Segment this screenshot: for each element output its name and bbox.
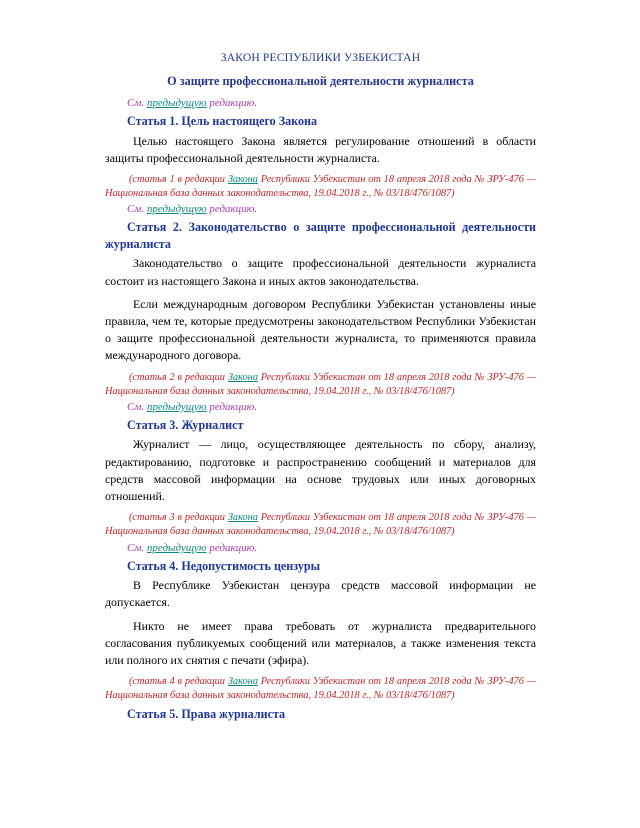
note-lead-4: (статья 4 в редакции [129, 676, 228, 688]
document-subtitle: О защите профессиональной деятельности журналиста [167, 74, 474, 88]
see-previous-edition-link-3[interactable] [105, 541, 536, 556]
note-lead-2: (статья 2 в редакции [129, 371, 228, 383]
article-heading-4: Статья 4. Недопустимость цензуры [127, 558, 321, 573]
see-prefix-2: См. [127, 400, 147, 413]
article-heading-2: Статья 2. Законодательство о защите профессиональной деятельности журналиста [105, 220, 536, 251]
see-previous-edition-link[interactable] [105, 96, 536, 111]
article-heading-5: Статья 5. Права журналиста [127, 706, 286, 721]
see-prefix-3: См. [127, 541, 147, 554]
note-tail-2: Республики Узбекистан от 18 апреля 2018 года № ЗРУ-476 — Национальная база данных законодательства, 19.04.2018 г., № 03/18/476/1087) [105, 371, 536, 397]
see-previous-edition-link-2[interactable] [105, 400, 536, 415]
article-1-paragraph-1: Целью настоящего Закона является регулирование отношений в области защиты профессиональной деятельности журналиста. [105, 133, 536, 165]
see-suffix-1: редакцию. [206, 203, 258, 216]
previous-edition-link[interactable]: предыдущую [146, 97, 207, 109]
previous-edition-link-2[interactable]: предыдущую [146, 400, 207, 413]
article-4-paragraph-1: В Республике Узбекистан цензура средств массовой информации не допускается. [105, 578, 536, 610]
law-link-2[interactable]: Закона [227, 371, 258, 383]
page-title: ЗАКОН РЕСПУБЛИКИ УЗБЕКИСТАН [220, 51, 421, 64]
article-3-paragraph-1: Журналист — лицо, осуществляющее деятельность по сбору, анализу, редактированию, подготовке и распространению сообщений и материалов для средств массовой информации на основе трудовых или иных договорных отношений. [105, 437, 536, 504]
editorial-note-4 [105, 675, 536, 703]
see-suffix-2: редакцию. [206, 400, 258, 413]
note-lead-1: (статья 1 в редакции [129, 173, 228, 185]
note-tail-3: Республики Узбекистан от 18 апреля 2018 года № ЗРУ-476 — Национальная база данных законодательства, 19.04.2018 г., № 03/18/476/1087) [105, 512, 536, 538]
editorial-note-3 [105, 511, 536, 539]
law-link-3[interactable]: Закона [227, 512, 258, 524]
editorial-note-1 [105, 173, 536, 201]
previous-edition-link-3[interactable]: предыдущую [146, 541, 207, 554]
see-prefix: См. [127, 97, 147, 109]
editorial-note-2 [105, 371, 536, 399]
article-heading-3: Статья 3. Журналист [127, 417, 244, 432]
law-link-1[interactable]: Закона [227, 173, 258, 185]
article-2-paragraph-1: Законодательство о защите профессиональной деятельности журналиста состоит из настоящего Закона и иных актов законодательства. [105, 256, 536, 288]
article-4-paragraph-2: Никто не имеет права требовать от журналиста предварительного согласования публикуемых сообщений или материалов, а также изменения текста или полного их снятия с печати (эфира). [105, 618, 536, 667]
see-prefix-1: См. [127, 203, 147, 216]
article-2-paragraph-2: Если международным договором Республики Узбекистан установлены иные правила, чем те, которые предусмотрены законодательством Республики Узбекистан о защите профессиональной деятельности журналиста, то применяются правила международного договора. [105, 296, 536, 363]
article-heading-1: Статья 1. Цель настоящего Закона [127, 114, 318, 128]
note-lead-3: (статья 3 в редакции [129, 512, 228, 524]
law-link-4[interactable]: Закона [227, 676, 258, 688]
note-tail-1: Республики Узбекистан от 18 апреля 2018 года № ЗРУ-476 — Национальная база данных законодательства, 19.04.2018 г., № 03/18/476/1087) [105, 173, 536, 200]
see-suffix-3: редакцию. [206, 541, 258, 554]
see-suffix: редакцию. [206, 97, 258, 109]
note-tail-4: Республики Узбекистан от 18 апреля 2018 года № ЗРУ-476 — Национальная база данных законодательства, 19.04.2018 г., № 03/18/476/1087) [105, 676, 536, 702]
see-previous-edition-link-1[interactable] [105, 202, 536, 217]
previous-edition-link-1[interactable]: предыдущую [146, 203, 207, 216]
